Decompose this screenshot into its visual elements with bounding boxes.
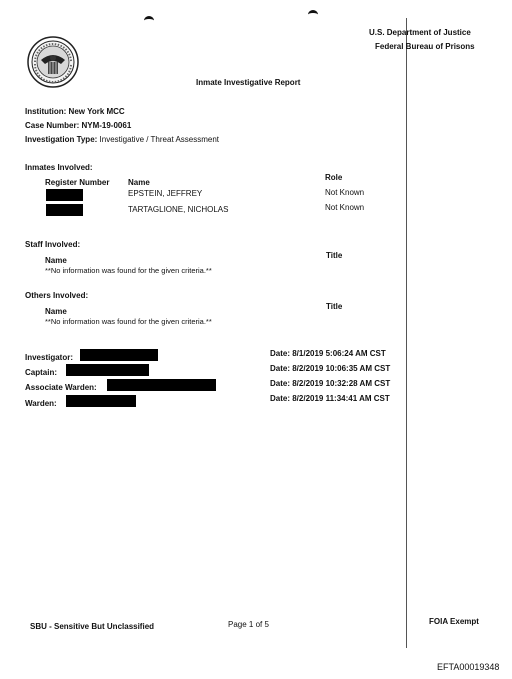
associate-warden-redaction — [107, 379, 216, 391]
scan-fold-line — [406, 18, 407, 648]
inmates-col-register: Register Number — [45, 178, 110, 187]
investigation-type-value: Investigative / Threat Assessment — [99, 135, 220, 144]
investigator-redaction — [80, 349, 158, 361]
institution-field: Institution: New York MCC — [25, 107, 125, 116]
others-col-name: Name — [45, 307, 67, 316]
inmate-row-role: Not Known — [325, 188, 365, 197]
others-col-title: Title — [326, 302, 343, 311]
investigation-type-label: Investigation Type: — [25, 135, 98, 144]
staff-col-name: Name — [45, 256, 67, 265]
agency-name: U.S. Department of Justice — [369, 28, 471, 37]
warden-label: Warden: — [25, 399, 57, 408]
punch-hole-mark-right — [308, 10, 318, 19]
report-title: Inmate Investigative Report — [196, 78, 301, 87]
inmates-col-role: Role — [325, 173, 343, 182]
captain-date: Date: 8/2/2019 10:06:35 AM CST — [270, 364, 391, 373]
investigation-type-field — [25, 135, 219, 144]
inmate-row-role: Not Known — [325, 203, 365, 212]
case-number-field: Case Number: NYM-19-0061 — [25, 121, 132, 130]
associate-warden-date: Date: 8/2/2019 10:32:28 AM CST — [270, 379, 391, 388]
foia-exempt: FOIA Exempt — [429, 617, 479, 626]
inmate-row-name: EPSTEIN, JEFFREY — [128, 189, 203, 198]
classification-footer: SBU - Sensitive But Unclassified — [30, 622, 155, 631]
investigator-label: Investigator: — [25, 353, 74, 362]
investigator-date: Date: 8/1/2019 5:06:24 AM CST — [270, 349, 386, 358]
others-heading: Others Involved: — [25, 291, 89, 300]
staff-empty-message: **No information was found for the given criteria.** — [45, 266, 212, 275]
punch-hole-mark-left — [144, 16, 154, 25]
warden-date: Date: 8/2/2019 11:34:41 AM CST — [270, 394, 390, 403]
bureau-name: Federal Bureau of Prisons — [375, 42, 475, 51]
others-empty-message: **No information was found for the given criteria.** — [45, 317, 212, 326]
page-number: Page 1 of 5 — [228, 620, 269, 629]
inmates-heading: Inmates Involved: — [25, 163, 93, 172]
register-number-redaction — [46, 189, 83, 201]
inmate-row-name: TARTAGLIONE, NICHOLAS — [128, 205, 229, 214]
staff-col-title: Title — [326, 251, 343, 260]
captain-label: Captain: — [25, 368, 57, 377]
warden-redaction — [66, 395, 136, 407]
associate-warden-label: Associate Warden: — [25, 383, 97, 392]
document-id: EFTA00019348 — [437, 662, 500, 672]
captain-redaction — [66, 364, 149, 376]
doj-seal-icon — [27, 36, 79, 88]
inmates-col-name: Name — [128, 178, 150, 187]
staff-heading: Staff Involved: — [25, 240, 81, 249]
register-number-redaction — [46, 204, 83, 216]
